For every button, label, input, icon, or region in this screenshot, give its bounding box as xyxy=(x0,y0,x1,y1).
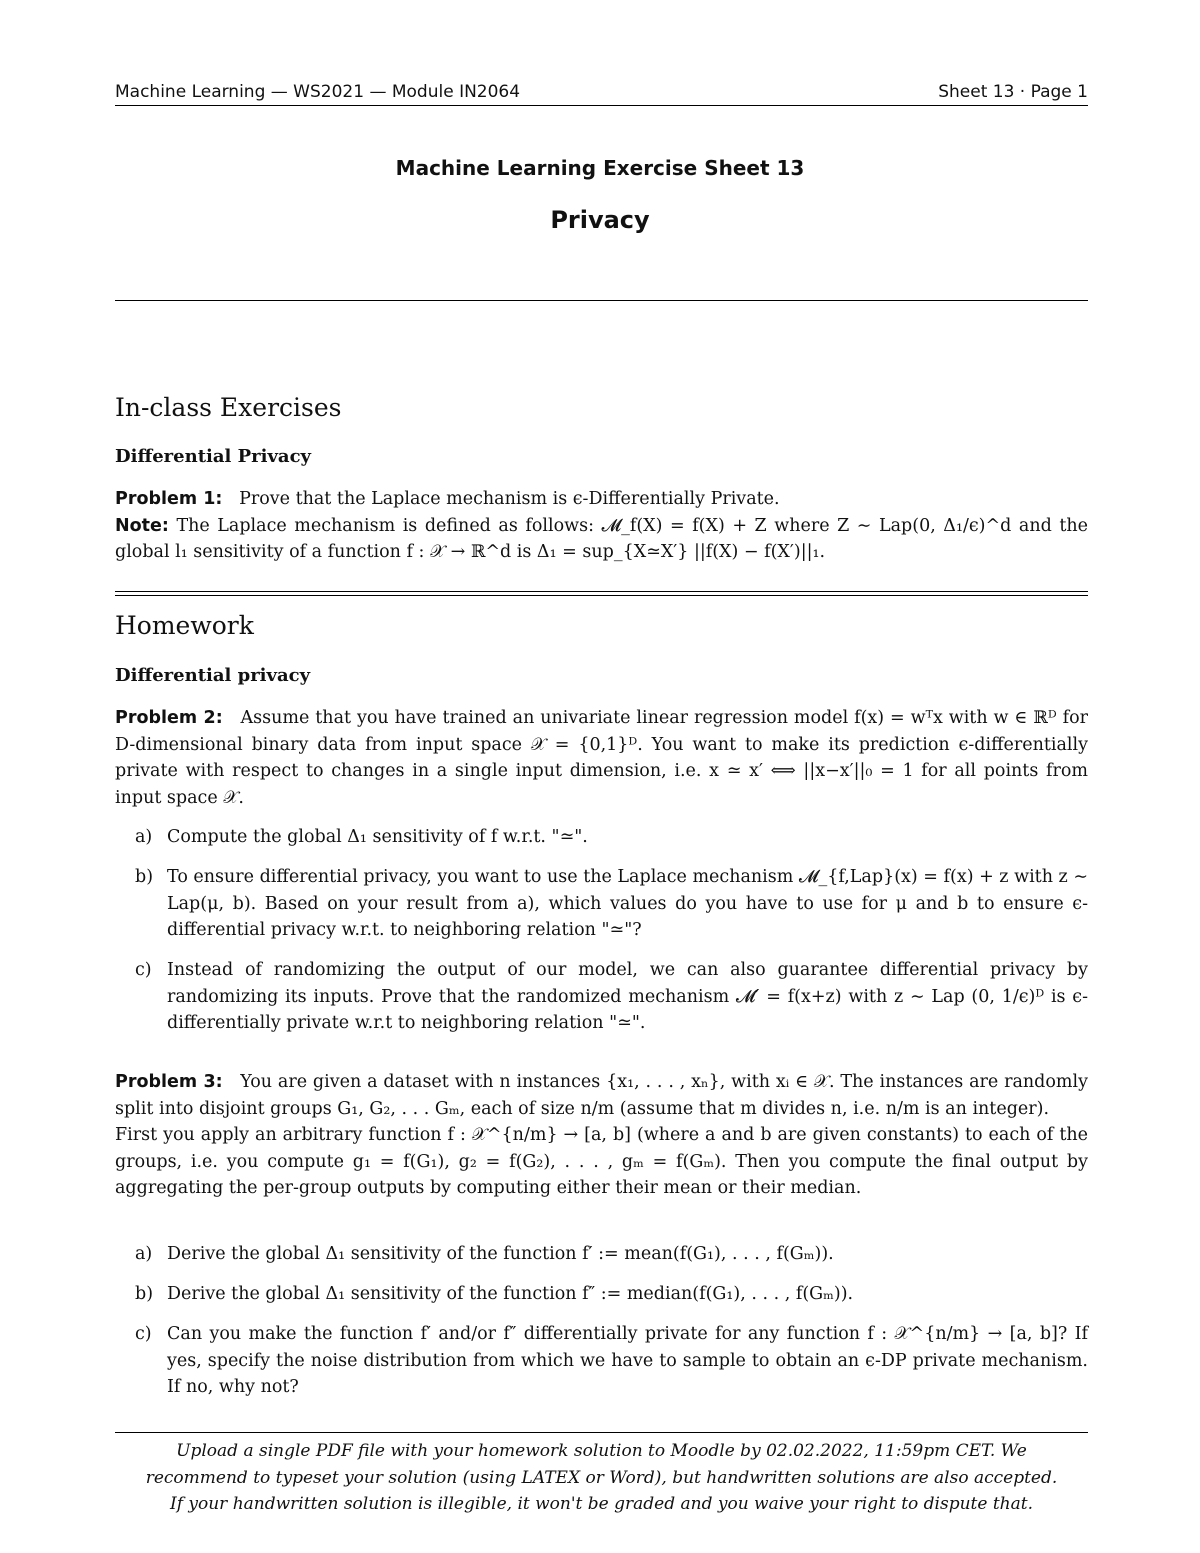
homework-subheading: Differential privacy xyxy=(115,665,311,686)
problem-2-item-b xyxy=(135,864,1088,944)
title-rule xyxy=(115,300,1088,301)
section-double-rule-top xyxy=(115,591,1088,592)
item-text: Instead of randomizing the output of our model, we can also guarantee differential privacy by randomizing its inputs. Prove that the randomized mechanism 𝓜′ = f(x+z) with z ∼ Lap (0, 1/ϵ)ᴰ is ϵ-differentially private w.r.t to neighboring relation "≃". xyxy=(167,960,1088,1033)
item-label: c) xyxy=(135,1324,152,1344)
problem-2-item-a xyxy=(135,824,1088,851)
sheet-title: Machine Learning Exercise Sheet 13 xyxy=(395,156,805,180)
submission-note xyxy=(115,1438,1088,1518)
item-label: a) xyxy=(135,1244,153,1264)
problem-1-label: Problem 1: xyxy=(115,489,223,509)
note-label: Note: xyxy=(115,515,169,536)
problem-3-text-2: First you apply an arbitrary function f : 𝒳^{n/m} → [a, b] (where a and b are given constants) to each of the groups, i.e. you compute g₁ = f(G₁), g₂ = f(G₂), . . . , gₘ = f(Gₘ). Then you compute the final output by aggregating the per-group outputs by computing either their mean or their median. xyxy=(115,1125,1088,1198)
problem-3-item-b xyxy=(135,1281,1088,1308)
inclass-subheading: Differential Privacy xyxy=(115,446,312,467)
inclass-heading: In-class Exercises xyxy=(115,393,342,422)
problem-2 xyxy=(115,705,1088,811)
footer-rule xyxy=(115,1432,1088,1433)
item-text: To ensure differential privacy, you want to use the Laplace mechanism 𝓜_{f,Lap}(x) = f(x) + z with z ∼ Lap(μ, b). Based on your result from a), which values do you have to use for μ and b to ensure ϵ-differential privacy w.r.t. to neighboring relation "≃"? xyxy=(167,867,1088,940)
item-label: c) xyxy=(135,960,152,980)
submission-note-line-1: Upload a single PDF file with your homework solution to Moodle by 02.02.2022, 11:59pm CET. We xyxy=(176,1441,1027,1461)
sheet-topic: Privacy xyxy=(550,206,650,234)
item-text: Derive the global Δ₁ sensitivity of the function f′ := mean(f(G₁), . . . , f(Gₘ)). xyxy=(167,1244,834,1264)
homework-heading: Homework xyxy=(115,611,254,640)
submission-note-line-3: If your handwritten solution is illegible, it won't be graded and you waive your right to dispute that. xyxy=(169,1494,1033,1514)
item-text: Derive the global Δ₁ sensitivity of the function f″ := median(f(G₁), . . . , f(Gₘ)). xyxy=(167,1284,854,1304)
problem-3-text: You are given a dataset with n instances {x₁, . . . , xₙ}, with xᵢ ∈ 𝒳. The instances are randomly split into disjoint groups G₁, G₂, . . . Gₘ, each of size n/m (assume that m divides n, i.e. n/m is an integer). xyxy=(115,1072,1088,1119)
problem-3-item-c xyxy=(135,1321,1088,1401)
problem-3 xyxy=(115,1069,1088,1202)
item-text: Can you make the function f′ and/or f″ differentially private for any function f : 𝒳^{n/m} → [a, b]? If yes, specify the noise distribution from which we have to sample to obtain an ϵ-DP private mechanism. If no, why not? xyxy=(167,1324,1088,1397)
problem-1 xyxy=(115,486,1088,566)
item-text: Compute the global Δ₁ sensitivity of f w.r.t. "≃". xyxy=(167,827,588,847)
item-label: a) xyxy=(135,827,153,847)
section-double-rule-bottom xyxy=(115,595,1088,596)
problem-3-item-a xyxy=(135,1241,1088,1268)
item-label: b) xyxy=(135,1284,154,1304)
problem-3-label: Problem 3: xyxy=(115,1072,223,1092)
running-header-left: Machine Learning — WS2021 — Module IN2064 xyxy=(115,82,521,102)
problem-2-label: Problem 2: xyxy=(115,708,223,728)
problem-2-item-c xyxy=(135,957,1088,1037)
problem-1-text: Prove that the Laplace mechanism is ϵ-Differentially Private. xyxy=(239,489,780,509)
item-label: b) xyxy=(135,867,154,887)
running-header-right: Sheet 13 · Page 1 xyxy=(938,82,1088,102)
submission-note-line-2: recommend to typeset your solution (using LATEX or Word), but handwritten solutions are also accepted. xyxy=(145,1467,1058,1488)
header-rule xyxy=(115,105,1088,106)
problem-2-text: Assume that you have trained an univariate linear regression model f(x) = wᵀx with w ∈ ℝᴰ for D-dimensional binary data from input space 𝒳 = {0,1}ᴰ. You want to make its prediction ϵ-differentially private with respect to changes in a single input dimension, i.e. x ≃ x′ ⟺ ||x−x′||₀ = 1 for all points from input space 𝒳. xyxy=(115,708,1088,808)
note-text: The Laplace mechanism is defined as follows: 𝓜_f(X) = f(X) + Z where Z ∼ Lap(0, Δ₁/ϵ)^d and the global l₁ sensitivity of a function f : 𝒳 → ℝ^d is Δ₁ = sup_{X≃X′} ||f(X) − f(X′)||₁. xyxy=(115,515,1088,562)
